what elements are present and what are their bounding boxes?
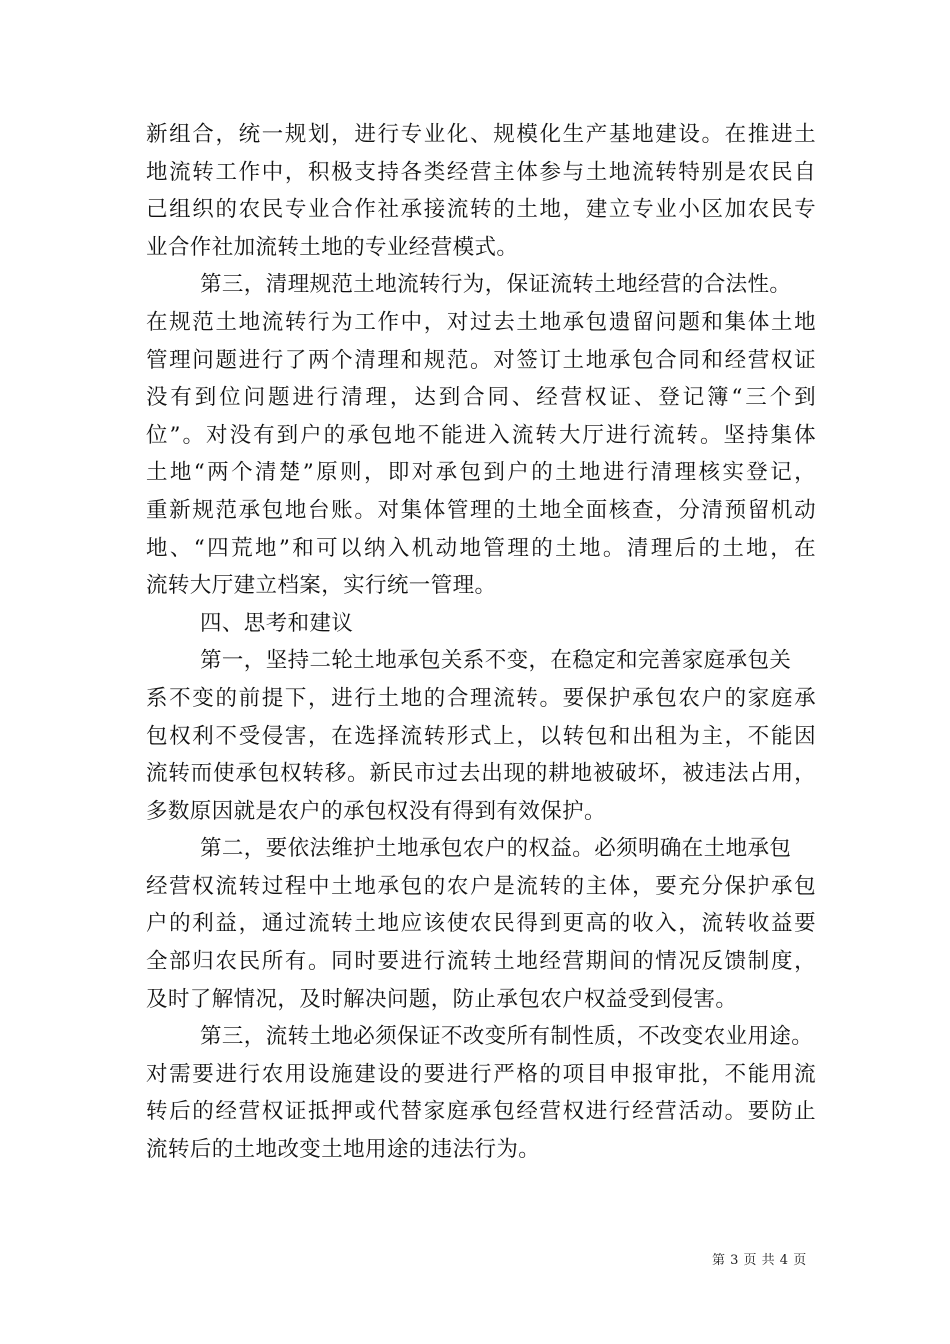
text-line: 户的利益，通过流转土地应该使农民得到更高的收入，流转收益要 [146, 911, 816, 937]
text-line: 经营权流转过程中土地承包的农户是流转的主体，要充分保护承包 [146, 873, 816, 899]
section-heading: 四、思考和建议 [200, 610, 354, 636]
text-line: 新组合，统一规划，进行专业化、规模化生产基地建设。在推进土 [146, 122, 816, 147]
text-line: 转后的经营权证抵押或代替家庭承包经营权进行经营活动。要防止 [146, 1099, 816, 1125]
text-line: 流转而使承包权转移。新民市过去出现的耕地被破坏，被违法占用， [146, 761, 816, 787]
text-line: 管理问题进行了两个清理和规范。对签订土地承包合同和经营权证 [146, 347, 816, 373]
text-line: 己组织的农民专业合作社承接流转的土地，建立专业小区加农民专 [146, 197, 816, 223]
text-line: 包权利不受侵害，在选择流转形式上，以转包和出租为主，不能因 [146, 723, 816, 749]
text-line: 多数原因就是农户的承包权没有得到有效保护。 [146, 798, 606, 824]
text-line: 位”。对没有到户的承包地不能进入流转大厅进行流转。坚持集体 [146, 422, 816, 448]
paragraph-start-line: 第一，坚持二轮土地承包关系不变，在稳定和完善家庭承包关 [200, 648, 792, 674]
text-line: 全部归农民所有。同时要进行流转土地经营期间的情况反馈制度， [146, 949, 816, 975]
text-line: 流转大厅建立档案，实行统一管理。 [146, 573, 497, 599]
text-line: 流转后的土地改变土地用途的违法行为。 [146, 1137, 541, 1163]
text-line: 土地“两个清楚”原则，即对承包到户的土地进行清理核实登记， [146, 460, 816, 486]
text-line: 地流转工作中，积极支持各类经营主体参与土地流转特别是农民自 [146, 159, 816, 185]
text-line: 没有到位问题进行清理，达到合同、经营权证、登记簿“三个到 [146, 385, 816, 411]
document-body [146, 116, 816, 1169]
text-line: 重新规范承包地台账。对集体管理的土地全面核查，分清预留机动 [146, 497, 816, 523]
text-line: 在规范土地流转行为工作中，对过去土地承包遗留问题和集体土地 [146, 309, 816, 335]
paragraph-start-line: 第三，清理规范土地流转行为，保证流转土地经营的合法性。 [200, 272, 792, 298]
text-line: 对需要进行农用设施建设的要进行严格的项目申报审批，不能用流 [146, 1061, 816, 1087]
paragraph-start-line: 第二，要依法维护土地承包农户的权益。必须明确在土地承包 [200, 836, 792, 862]
paragraph-start-line: 第三，流转土地必须保证不改变所有制性质，不改变农业用途。 [200, 1024, 814, 1050]
text-line: 系不变的前提下，进行土地的合理流转。要保护承包农户的家庭承 [146, 685, 816, 711]
text-line: 地、“四荒地”和可以纳入机动地管理的土地。清理后的土地，在 [146, 535, 816, 561]
text-line: 及时了解情况，及时解决问题，防止承包农户权益受到侵害。 [146, 986, 738, 1012]
text-line: 业合作社加流转土地的专业经营模式。 [146, 234, 519, 260]
page-number: 第 3 页 共 4 页 [712, 1253, 807, 1268]
